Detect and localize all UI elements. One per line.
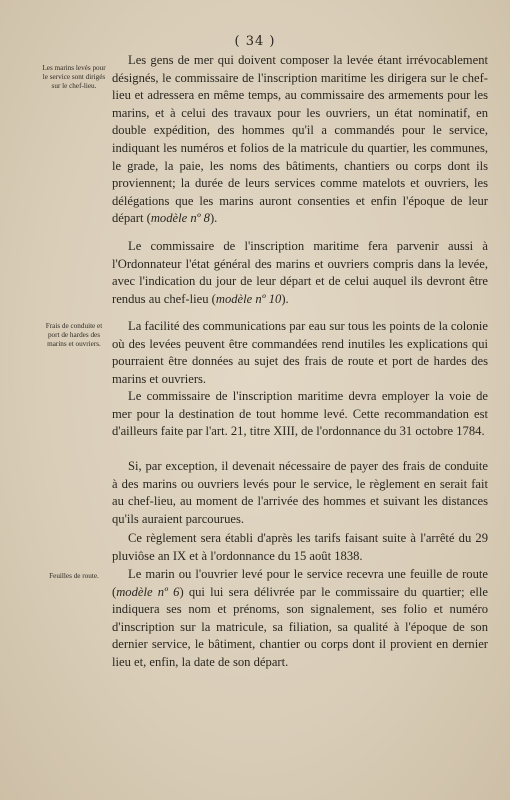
margin-note-frais-conduite: Frais de conduite et port de hardes des marins et ouvriers. <box>45 322 103 348</box>
paragraph-feuille-de-route: Le marin ou l'ouvrier levé pour le service recevra une feuille de route (modèle nº 6) qui lui sera délivrée par le commissaire du quartier; elle indiquera ses nom et prénoms, son signalement, ses folio et numéro d'inscription sur la matricule, sa filiation, sa qualité à l'époque de son dernier service, le bâtiment, chantier ou corps dont il provient en dernier lieu et, enfin, la date de son départ. <box>112 567 488 669</box>
margin-note-levee: Les marins levés pour le service sont dirigés sur le chef-lieu. <box>42 64 106 90</box>
paragraph-etat-general: Le commissaire de l'inscription maritime fera parvenir aussi à l'Ordonnateur l'état général des marins et ouvriers compris dans la levée, avec l'indication du jour de leur départ et de celui auquel ils devront être rendus au chef-lieu (modèle nº 10). <box>112 239 488 306</box>
paragraph-exception: Si, par exception, il devenait nécessaire de payer des frais de conduite à des marins ou ouvriers levés pour le service, le règlement en serait fait au chef-lieu, au moment de l'arrivée des hommes et suivant les distances qu'ils auraient parcourues. <box>112 459 488 526</box>
paragraph-levee-designation: Les gens de mer qui doivent composer la levée étant irrévocablement désignés, le commissaire de l'inscription maritime les dirigera sur le chef-lieu et adressera en même temps, au commissaire des armements pour les marins, et à celui des travaux pour les ouvriers, un état nominatif, en double expédition, des hommes qu'il a commandés pour le service, indiquant les numéros et folios de la matricule du quartier, les communes, le grade, la paie, les noms des bâtiments, chantiers ou corps dont ils proviennent; la durée de leurs services comme matelots et ouvriers, les délégations que les marins auront consenties et enfin l'époque de leur départ (modèle nº 8). <box>112 53 488 226</box>
margin-note-feuilles-route: Feuilles de route. <box>49 572 99 580</box>
paragraph-voie-de-mer: Le commissaire de l'inscription maritime devra employer la voie de mer pour la destination de tout homme levé. Cette recommandation est d'ailleurs faite par l'art. 21, titre XIII, de l'ordonnance du 31 octobre 1784. <box>112 389 488 439</box>
page-number: ( 34 ) <box>234 34 276 49</box>
paragraph-tarifs: Ce règlement sera établi d'après les tarifs faisant suite à l'arrêté du 29 pluviôse an IX et à l'ordonnance du 15 août 1838. <box>112 531 488 563</box>
paragraph-communications: La facilité des communications par eau sur tous les points de la colonie où des levées peuvent être commandées rend inutiles les explications qui pourraient être données au sujet des frais de route et port de hardes des marins et ouvriers. <box>112 319 488 386</box>
